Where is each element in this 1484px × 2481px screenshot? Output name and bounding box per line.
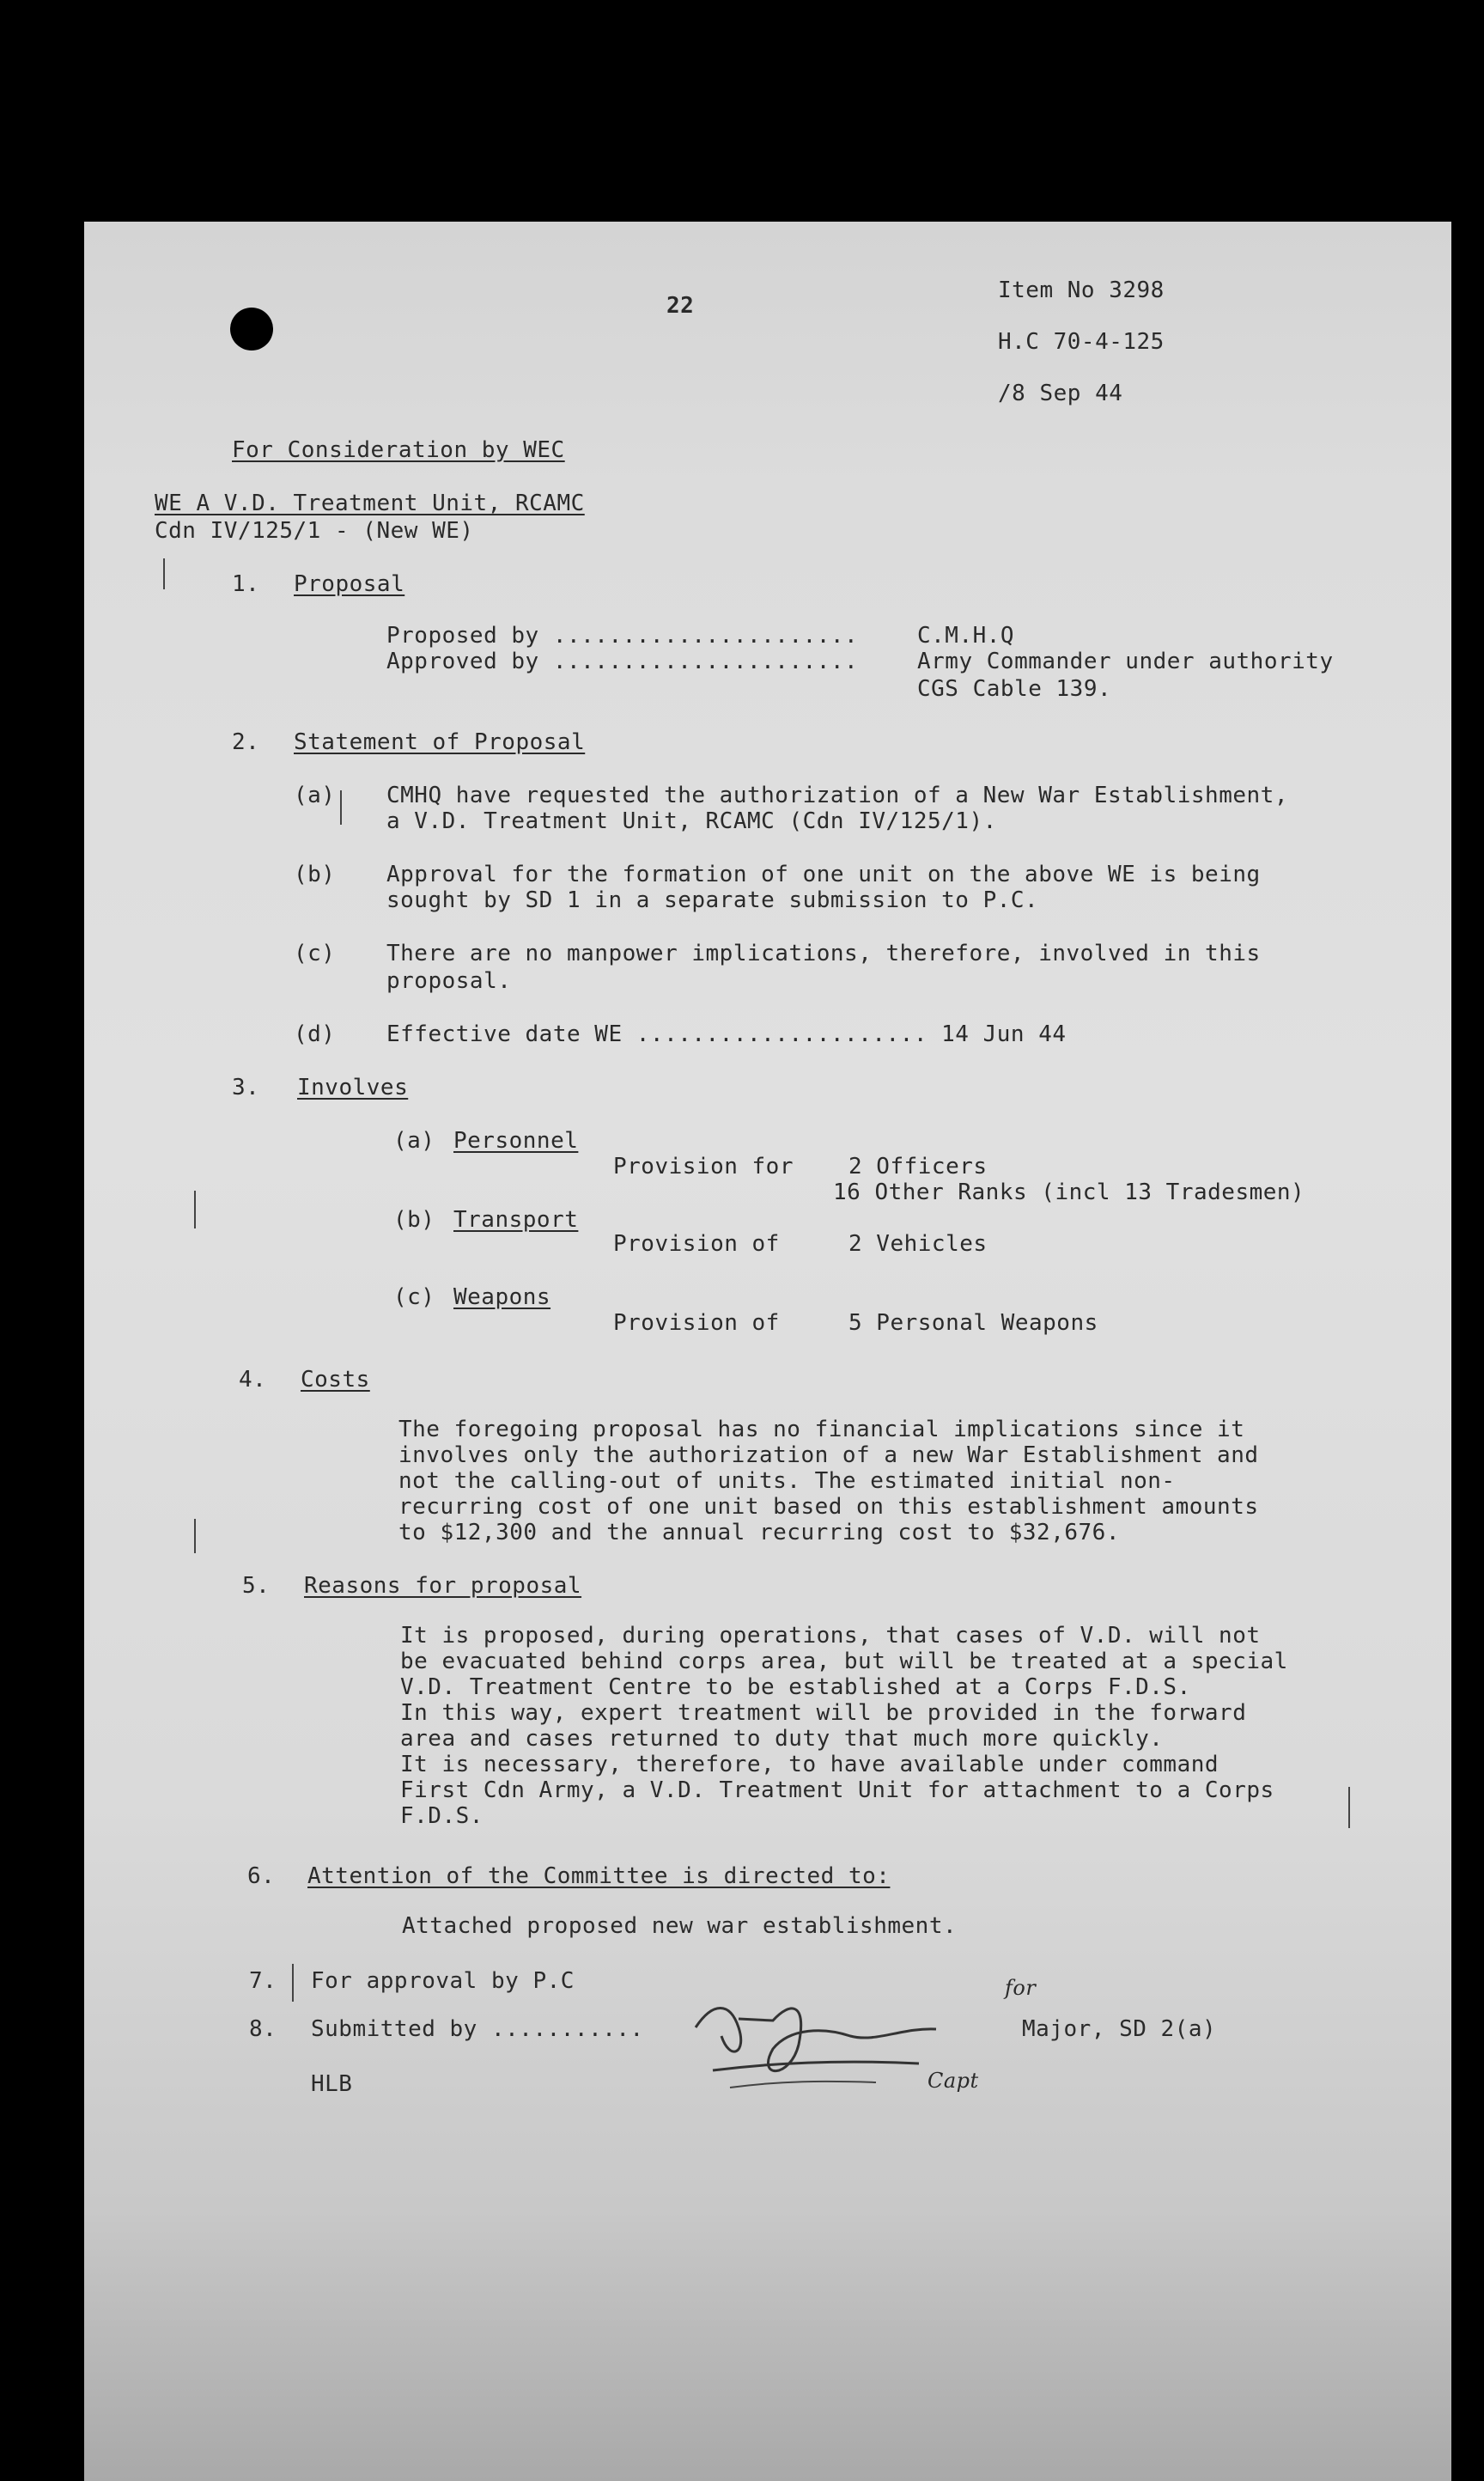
margin-tick — [292, 1964, 294, 2002]
section-6-number: 6. — [247, 1863, 276, 1889]
item-3c-text: Provision of — [613, 1310, 780, 1336]
reasons-line: It is necessary, therefore, to have available under command — [400, 1752, 1219, 1777]
costs-line: to $12,300 and the annual recurring cost to $32,676. — [398, 1520, 1120, 1545]
item-2a-label: (a) — [294, 783, 336, 808]
approved-by-value-2: CGS Cable 139. — [917, 676, 1112, 702]
reasons-line: V.D. Treatment Centre to be established at a Corps F.D.S. — [400, 1674, 1191, 1700]
handwritten-capt: Capt — [928, 2069, 979, 2093]
section-1-title: Proposal — [294, 571, 405, 597]
item-2a-line-1: CMHQ have requested the authorization of a New War Establishment, — [386, 783, 1288, 808]
attachment-note: Attached proposed new war establishment. — [402, 1913, 958, 1939]
handwritten-for: for — [1005, 1976, 1037, 2000]
reasons-line: First Cdn Army, a V.D. Treatment Unit for attachment to a Corps — [400, 1777, 1274, 1803]
reasons-line: It is proposed, during operations, that cases of V.D. will not — [400, 1623, 1261, 1649]
item-3a-value-1: 2 Officers — [848, 1154, 988, 1180]
item-3c-title: Weapons — [453, 1284, 551, 1310]
punch-hole — [230, 308, 273, 351]
subject-line-1: WE A V.D. Treatment Unit, RCAMC — [155, 491, 585, 516]
item-3c-value: 5 Personal Weapons — [848, 1310, 1098, 1336]
section-1-number: 1. — [232, 571, 260, 597]
section-4-number: 4. — [239, 1367, 267, 1393]
consideration-heading: For Consideration by WEC — [232, 437, 565, 463]
margin-tick — [163, 558, 165, 589]
page-number: 22 — [666, 293, 695, 319]
document-sheet — [84, 222, 1451, 2481]
section-2-title: Statement of Proposal — [294, 729, 586, 755]
section-2-number: 2. — [232, 729, 260, 755]
item-number: Item No 3298 — [998, 277, 1165, 303]
item-3a-label: (a) — [393, 1128, 435, 1154]
costs-line: not the calling-out of units. The estimated initial non- — [398, 1468, 1176, 1494]
subject-line-2: Cdn IV/125/1 - (New WE) — [155, 518, 474, 544]
file-reference: H.C 70-4-125 — [998, 329, 1165, 355]
costs-line: recurring cost of one unit based on this establishment amounts — [398, 1494, 1259, 1520]
item-2b-label: (b) — [294, 862, 336, 887]
item-2a-line-2: a V.D. Treatment Unit, RCAMC (Cdn IV/125/1). — [386, 808, 997, 834]
item-3a-text: Provision for — [613, 1154, 794, 1180]
section-5-title: Reasons for proposal — [304, 1573, 582, 1599]
item-3b-text: Provision of — [613, 1231, 780, 1257]
item-2d-label: (d) — [294, 1021, 336, 1047]
item-3a-value-2: 16 Other Ranks (incl 13 Tradesmen) — [833, 1180, 1305, 1205]
item-3a-title: Personnel — [453, 1128, 579, 1154]
item-2c-line-1: There are no manpower implications, therefore, involved in this — [386, 941, 1261, 966]
section-8-number: 8. — [249, 2016, 277, 2042]
item-2b-line-1: Approval for the formation of one unit on the above WE is being — [386, 862, 1261, 887]
submitted-by-label: Submitted by ........... — [311, 2016, 644, 2042]
document-date: /8 Sep 44 — [998, 381, 1123, 406]
item-2c-line-2: proposal. — [386, 968, 512, 994]
reasons-line: be evacuated behind corps area, but will be treated at a special — [400, 1649, 1288, 1674]
approval-note: For approval by P.C — [311, 1968, 575, 1994]
submitter-rank: Major, SD 2(a) — [1022, 2016, 1217, 2042]
item-3b-label: (b) — [393, 1207, 435, 1233]
reasons-line: In this way, expert treatment will be provided in the forward — [400, 1700, 1247, 1726]
costs-line: The foregoing proposal has no financial implications since it — [398, 1417, 1245, 1442]
margin-tick — [340, 790, 342, 825]
typist-initials: HLB — [311, 2071, 353, 2097]
item-2c-label: (c) — [294, 941, 336, 966]
section-6-title: Attention of the Committee is directed to: — [307, 1863, 891, 1889]
reasons-line: area and cases returned to duty that much more quickly. — [400, 1726, 1164, 1752]
section-7-number: 7. — [249, 1968, 277, 1994]
item-3c-label: (c) — [393, 1284, 435, 1310]
reasons-line: F.D.S. — [400, 1803, 484, 1829]
section-3-number: 3. — [232, 1075, 260, 1100]
section-3-title: Involves — [297, 1075, 409, 1100]
item-3b-title: Transport — [453, 1207, 579, 1233]
section-4-title: Costs — [301, 1367, 370, 1393]
costs-line: involves only the authorization of a new War Establishment and — [398, 1442, 1259, 1468]
proposed-by-label: Proposed by ...................... — [386, 623, 859, 649]
signature — [678, 1967, 962, 2105]
approved-by-value: Army Commander under authority — [917, 649, 1334, 674]
margin-tick — [194, 1519, 196, 1553]
margin-tick — [1348, 1787, 1350, 1828]
proposed-by-value: C.M.H.Q — [917, 623, 1015, 649]
item-2d-line-1: Effective date WE ..................... 14 Jun 44 — [386, 1021, 1067, 1047]
approved-by-label: Approved by ...................... — [386, 649, 859, 674]
item-3b-value: 2 Vehicles — [848, 1231, 988, 1257]
item-2b-line-2: sought by SD 1 in a separate submission to P.C. — [386, 887, 1039, 913]
section-5-number: 5. — [242, 1573, 271, 1599]
margin-tick — [194, 1191, 196, 1228]
